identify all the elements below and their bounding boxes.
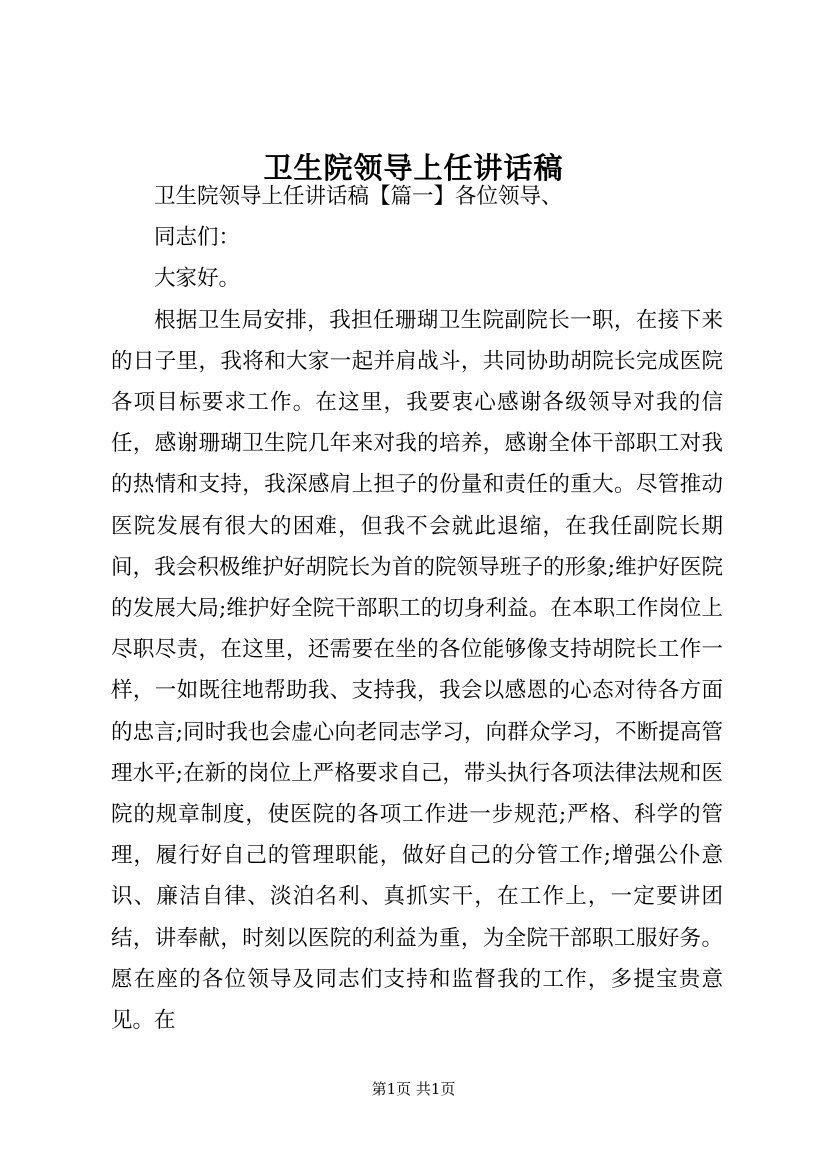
document-title: 卫生院领导上任讲话稿: [263, 151, 564, 185]
paragraph-heading-line: 卫生院领导上任讲话稿【篇一】各位领导、: [154, 184, 563, 209]
paragraph-greeting: 大家好。: [154, 266, 241, 292]
paragraph-salutation: 同志们：: [154, 225, 241, 251]
paragraph-main: 根据卫生局安排，我担任珊瑚卫生院副院长一职，在接下来的日子里，我将和大家一起并肩战斗，共同协助胡院长完成医院各项目标要求工作。在这里，我要衷心感谢各级领导对我的信任，感谢珊瑚卫生院几年来对我的培养，感谢全体干部职工对我的热情和支持，我深感肩上担子的份量和责任的重大。尽管推动医院发展有很大的困难，但我不会就此退缩，在我任副院长期间，我会积极维护好胡院长为首的院领导班子的形象;维护好医院的发展大局;维护好全院干部职工的切身利益。在本职工作岗位上尽职尽责，在这里，还需要在坐的各位能够像支持胡院长工作一样，一如既往地帮助我、支持我，我会以感恩的心态对待各方面的忠言;同时我也会虚心向老同志学习，向群众学习，不断提高管理水平;在新的岗位上严格要求自己，带头执行各项法律法规和医院的规章制度，使医院的各项工作进一步规范;严格、科学的管理，履行好自己的管理职能，做好自己的分管工作;增强公仆意识、廉洁自律、淡泊名利、真抓实干，在工作上，一定要讲团结，讲奉献，时刻以医院的利益为重，为全院干部职工服好务。愿在座的各位领导及同志们支持和监督我的工作，多提宝贵意见。在: [111, 307, 723, 1034]
document-body: [111, 176, 723, 1041]
page-number-footer: 第1页 共1页: [371, 1080, 456, 1098]
